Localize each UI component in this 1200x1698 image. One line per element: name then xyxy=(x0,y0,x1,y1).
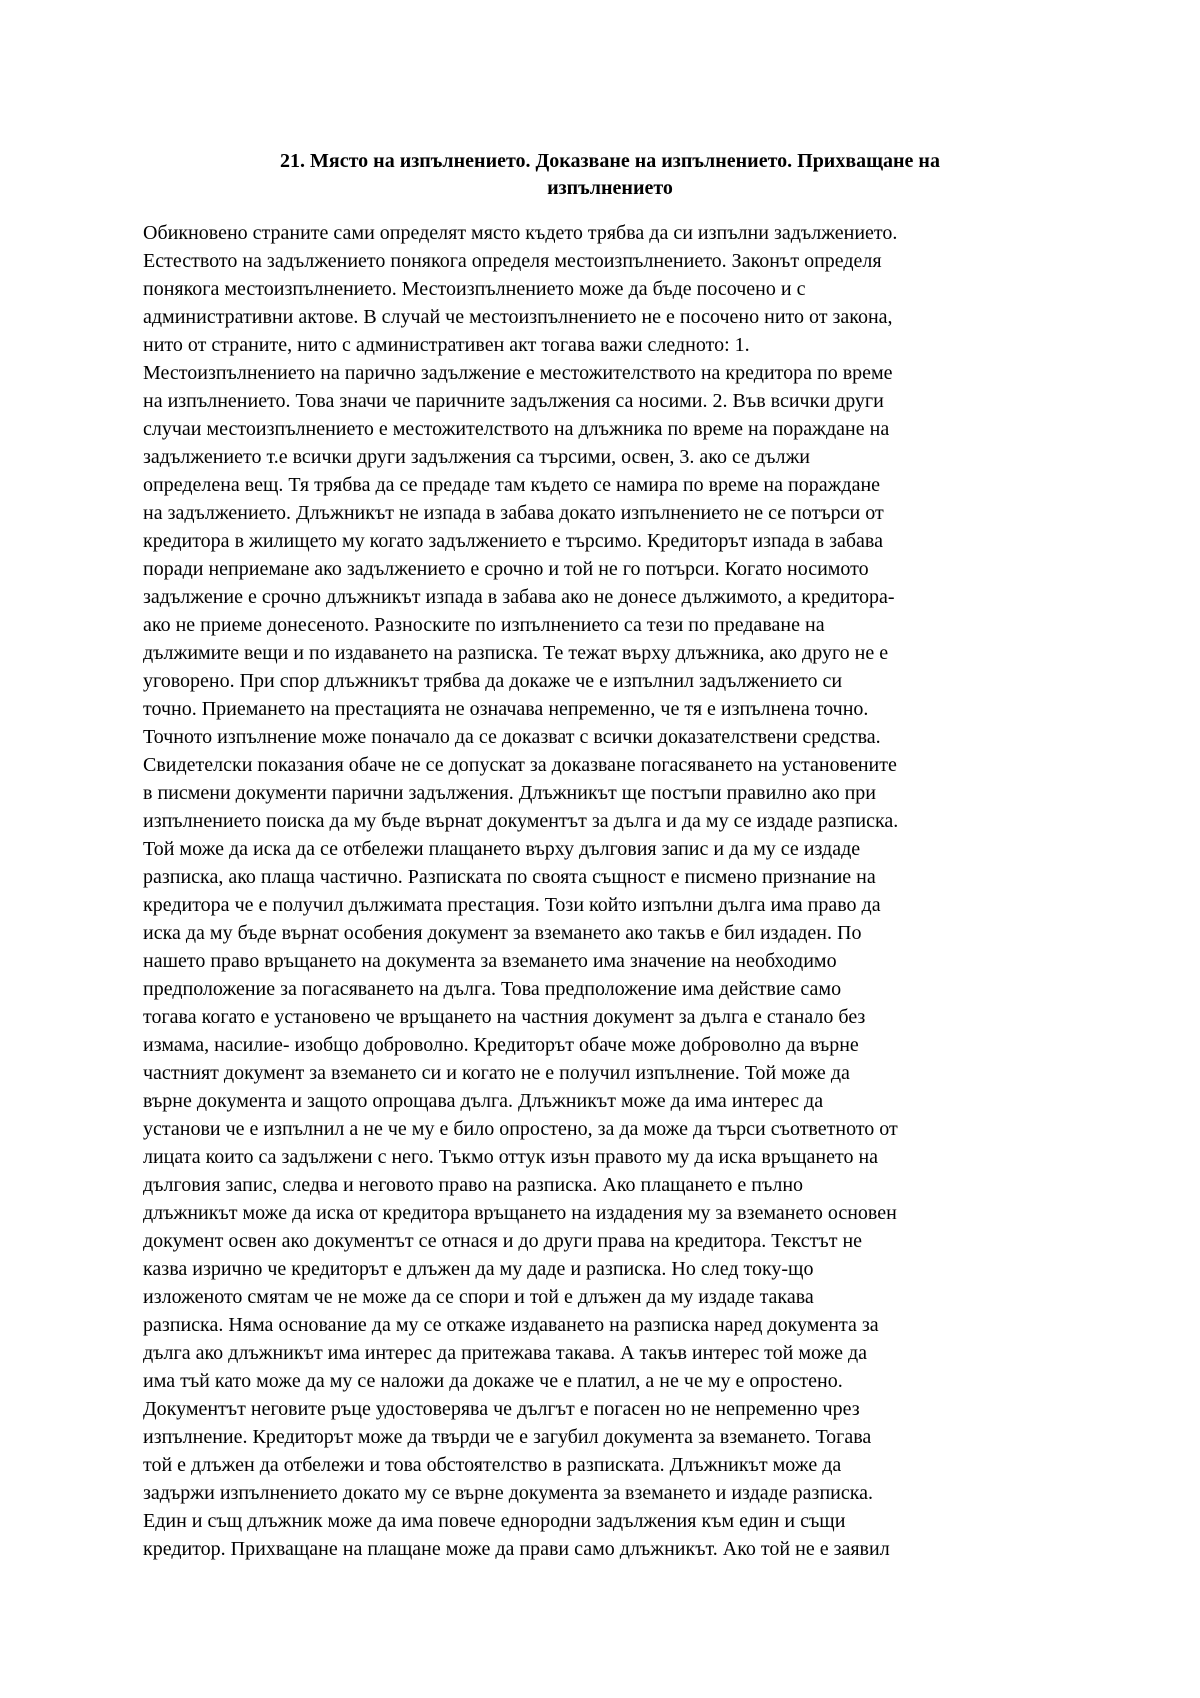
text-line: Местоизпълнението на парично задължение е местожителството на кредитора по време xyxy=(143,362,893,384)
text-line: документ освен ако документът се отнася и до други права на кредитора. Текстът не xyxy=(143,1230,863,1252)
text-line: лицата които са задължени с него. Тъкмо оттук изън правото му да иска връщането на xyxy=(143,1146,879,1168)
text-line: длъжникът може да иска от кредитора връщането на издадения му за вземането основен xyxy=(143,1202,897,1224)
text-line: изложеното смятам че не може да се спори и той е длъжен да му издаде такава xyxy=(143,1286,814,1308)
text-line: Той може да иска да се отбележи плащането върху дълговия запис и да му се издаде xyxy=(143,838,861,860)
text-line: поради неприемане ако задължението е срочно и той не го потърси. Когато носимото xyxy=(143,558,869,580)
text-line: разписка, ако плаща частично. Разписката по своята същност е писмено признание на xyxy=(143,866,876,888)
text-line: изпълнение. Кредиторът може да твърди че е загубил документа за вземането. Тогава xyxy=(143,1426,872,1448)
body-text xyxy=(143,219,1063,1563)
text-line: нито от страните, нито с административен акт тогава важи следното: 1. xyxy=(143,334,750,356)
text-line: той е длъжен да отбележи и това обстоятелство в разписката. Длъжникът може да xyxy=(143,1454,842,1476)
text-line: кредитора в жилището му когато задължението е търсимо. Кредиторът изпада в забава xyxy=(143,530,883,552)
text-line: установи че е изпълнил а не че му е било опростено, за да може да търси съответното от xyxy=(143,1118,898,1140)
text-line: Документът неговите ръце удостоверява че дългът е погасен но не непременно чрез xyxy=(143,1398,860,1420)
text-line: измама, насилие- изобщо доброволно. Кредиторът обаче може доброволно да върне xyxy=(143,1034,859,1056)
text-line: Естеството на задължението понякога определя местоизпълнението. Законът определя xyxy=(143,250,882,272)
text-line: определена вещ. Тя трябва да се предаде там където се намира по време на пораждане xyxy=(143,474,881,496)
title-line: 21. Място на изпълнението. Доказване на изпълнението. Прихващане на xyxy=(280,150,940,172)
text-line: Точното изпълнение може поначало да се доказват с всички доказателствени средства. xyxy=(143,726,881,748)
text-line: административни актове. В случай че местоизпълнението не е посочено нито от закона, xyxy=(143,306,893,328)
text-line: казва изрично че кредиторът е длъжен да му даде и разписка. Но след току-що xyxy=(143,1258,814,1280)
text-line: дължимите вещи и по издаването на разписка. Те тежат върху длъжника, ако друго не е xyxy=(143,642,889,664)
text-line: предположение за погасяването на дълга. Това предположение има действие само xyxy=(143,978,842,1000)
text-line: Един и същ длъжник може да има повече еднородни задължения към един и същи xyxy=(143,1510,846,1532)
text-line: тогава когато е установено че връщането на частния документ за дълга е станало без xyxy=(143,1006,866,1028)
text-line: случаи местоизпълнението е местожителството на длъжника по време на пораждане на xyxy=(143,418,890,440)
text-line: задължението т.е всички други задължения са търсими, освен, 3. ако се дължи xyxy=(143,446,810,468)
text-line: на изпълнението. Това значи че паричните задължения са носими. 2. Във всички други xyxy=(143,390,884,412)
text-line: уговорено. При спор длъжникът трябва да докаже че е изпълнил задължението си xyxy=(143,670,843,692)
text-line: дълговия запис, следва и неговото право на разписка. Ако плащането е пълно xyxy=(143,1174,804,1196)
page-title xyxy=(180,148,1040,202)
text-line: нашето право връщането на документа за вземането има значение на необходимо xyxy=(143,950,837,972)
text-line: има тъй като може да му се наложи да докаже че е платил, а не че му е опростено. xyxy=(143,1370,843,1392)
text-line: задължение е срочно длъжникът изпада в забава ако не донесе дължимото, а кредитора- xyxy=(143,586,895,608)
text-line: Свидетелски показания обаче не се допускат за доказване погасяването на установените xyxy=(143,754,897,776)
text-line: кредитор. Прихващане на плащане може да прави само длъжникът. Ако той не е заявил xyxy=(143,1538,890,1560)
text-line: изпълнението поиска да му бъде върнат документът за дълга и да му се издаде разписка. xyxy=(143,810,899,832)
text-line: на задължението. Длъжникът не изпада в забава докато изпълнението не се потърси от xyxy=(143,502,884,524)
text-line: ако не приеме донесеното. Разноските по изпълнението са тези по предаване на xyxy=(143,614,825,636)
text-line: в писмени документи парични задължения. Длъжникът ще постъпи правилно ако при xyxy=(143,782,876,804)
text-line: иска да му бъде върнат особения документ за вземането ако такъв е бил издаден. По xyxy=(143,922,862,944)
text-line: върне документа и защото опрощава дълга. Длъжникът може да има интерес да xyxy=(143,1090,824,1112)
text-line: Обикновено страните сами определят място където трябва да си изпълни задължението. xyxy=(143,222,898,244)
text-line: задържи изпълнението докато му се върне документа за вземането и издаде разписка. xyxy=(143,1482,874,1504)
text-line: разписка. Няма основание да му се откаже издаването на разписка наред документа за xyxy=(143,1314,879,1336)
text-line: понякога местоизпълнението. Местоизпълнението може да бъде посочено и с xyxy=(143,278,806,300)
text-line: дълга ако длъжникът има интерес да притежава такава. А такъв интерес той може да xyxy=(143,1342,867,1364)
text-line: кредитора че е получил дължимата престация. Този който изпълни дълга има право да xyxy=(143,894,881,916)
text-line: точно. Приемането на престацията не означава непременно, че тя е изпълнена точно. xyxy=(143,698,869,720)
title-line: изпълнението xyxy=(547,177,673,199)
text-line: частният документ за вземането си и когато не е получил изпълнение. Той може да xyxy=(143,1062,850,1084)
